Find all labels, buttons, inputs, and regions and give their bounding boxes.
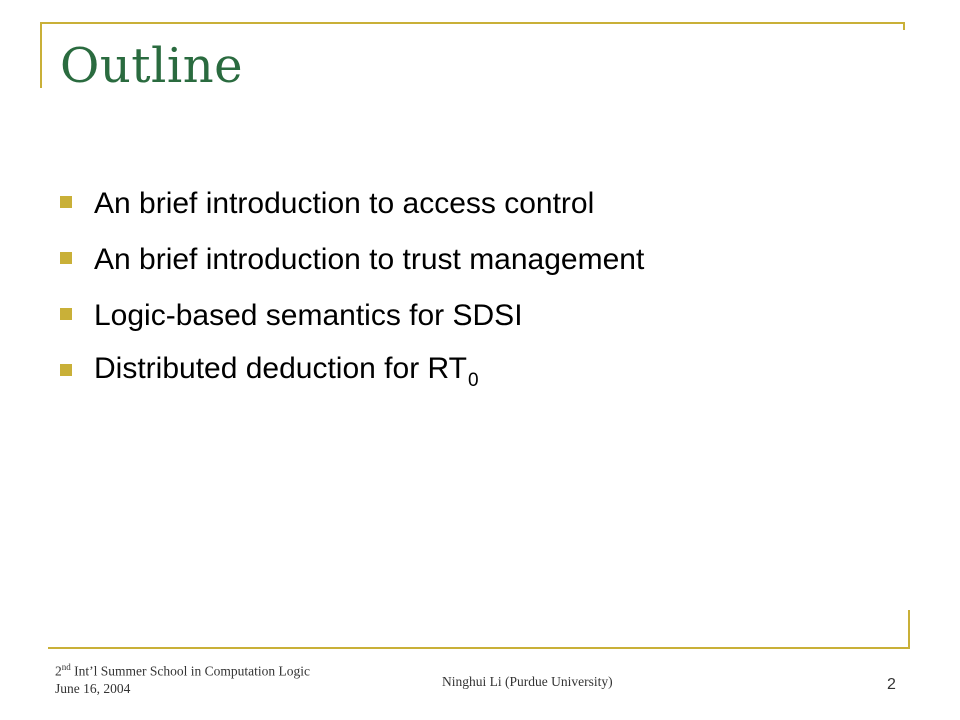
frame-line-bottom-right [908,610,910,649]
bullet-text: An brief introduction to trust management [94,243,645,276]
footer-author: Ninghui Li (Purdue University) [442,674,613,689]
slide-title: Outline [60,38,244,94]
bullet-list [60,176,644,400]
bullet-item [60,232,644,288]
bullet-subscript: 0 [467,370,479,391]
page-number: 2 [887,676,896,693]
square-bullet-icon [60,252,72,264]
bullet-item [60,176,644,232]
frame-line-top [40,22,905,24]
footer-date: June 16, 2004 [55,680,131,696]
square-bullet-icon [60,196,72,208]
footer-event [55,659,310,697]
footer-event-ordinal: nd [61,662,71,672]
frame-line-left [40,22,42,88]
frame-line-right [903,22,905,30]
footer-event-name: Int’l Summer School in Computation Logic [70,663,310,679]
bullet-item [60,288,644,344]
bullet-text: Logic-based semantics for SDSI [94,299,523,332]
bullet-item [60,344,644,400]
footer-event-title [55,659,310,680]
bullet-text: An brief introduction to access control [94,187,595,220]
square-bullet-icon [60,364,72,376]
frame-line-bottom [48,647,910,649]
square-bullet-icon [60,308,72,320]
bullet-text: Distributed deduction for RT [94,352,467,385]
bullet-text-with-subscript [94,352,479,392]
footer-event-number: 2 [55,663,62,679]
